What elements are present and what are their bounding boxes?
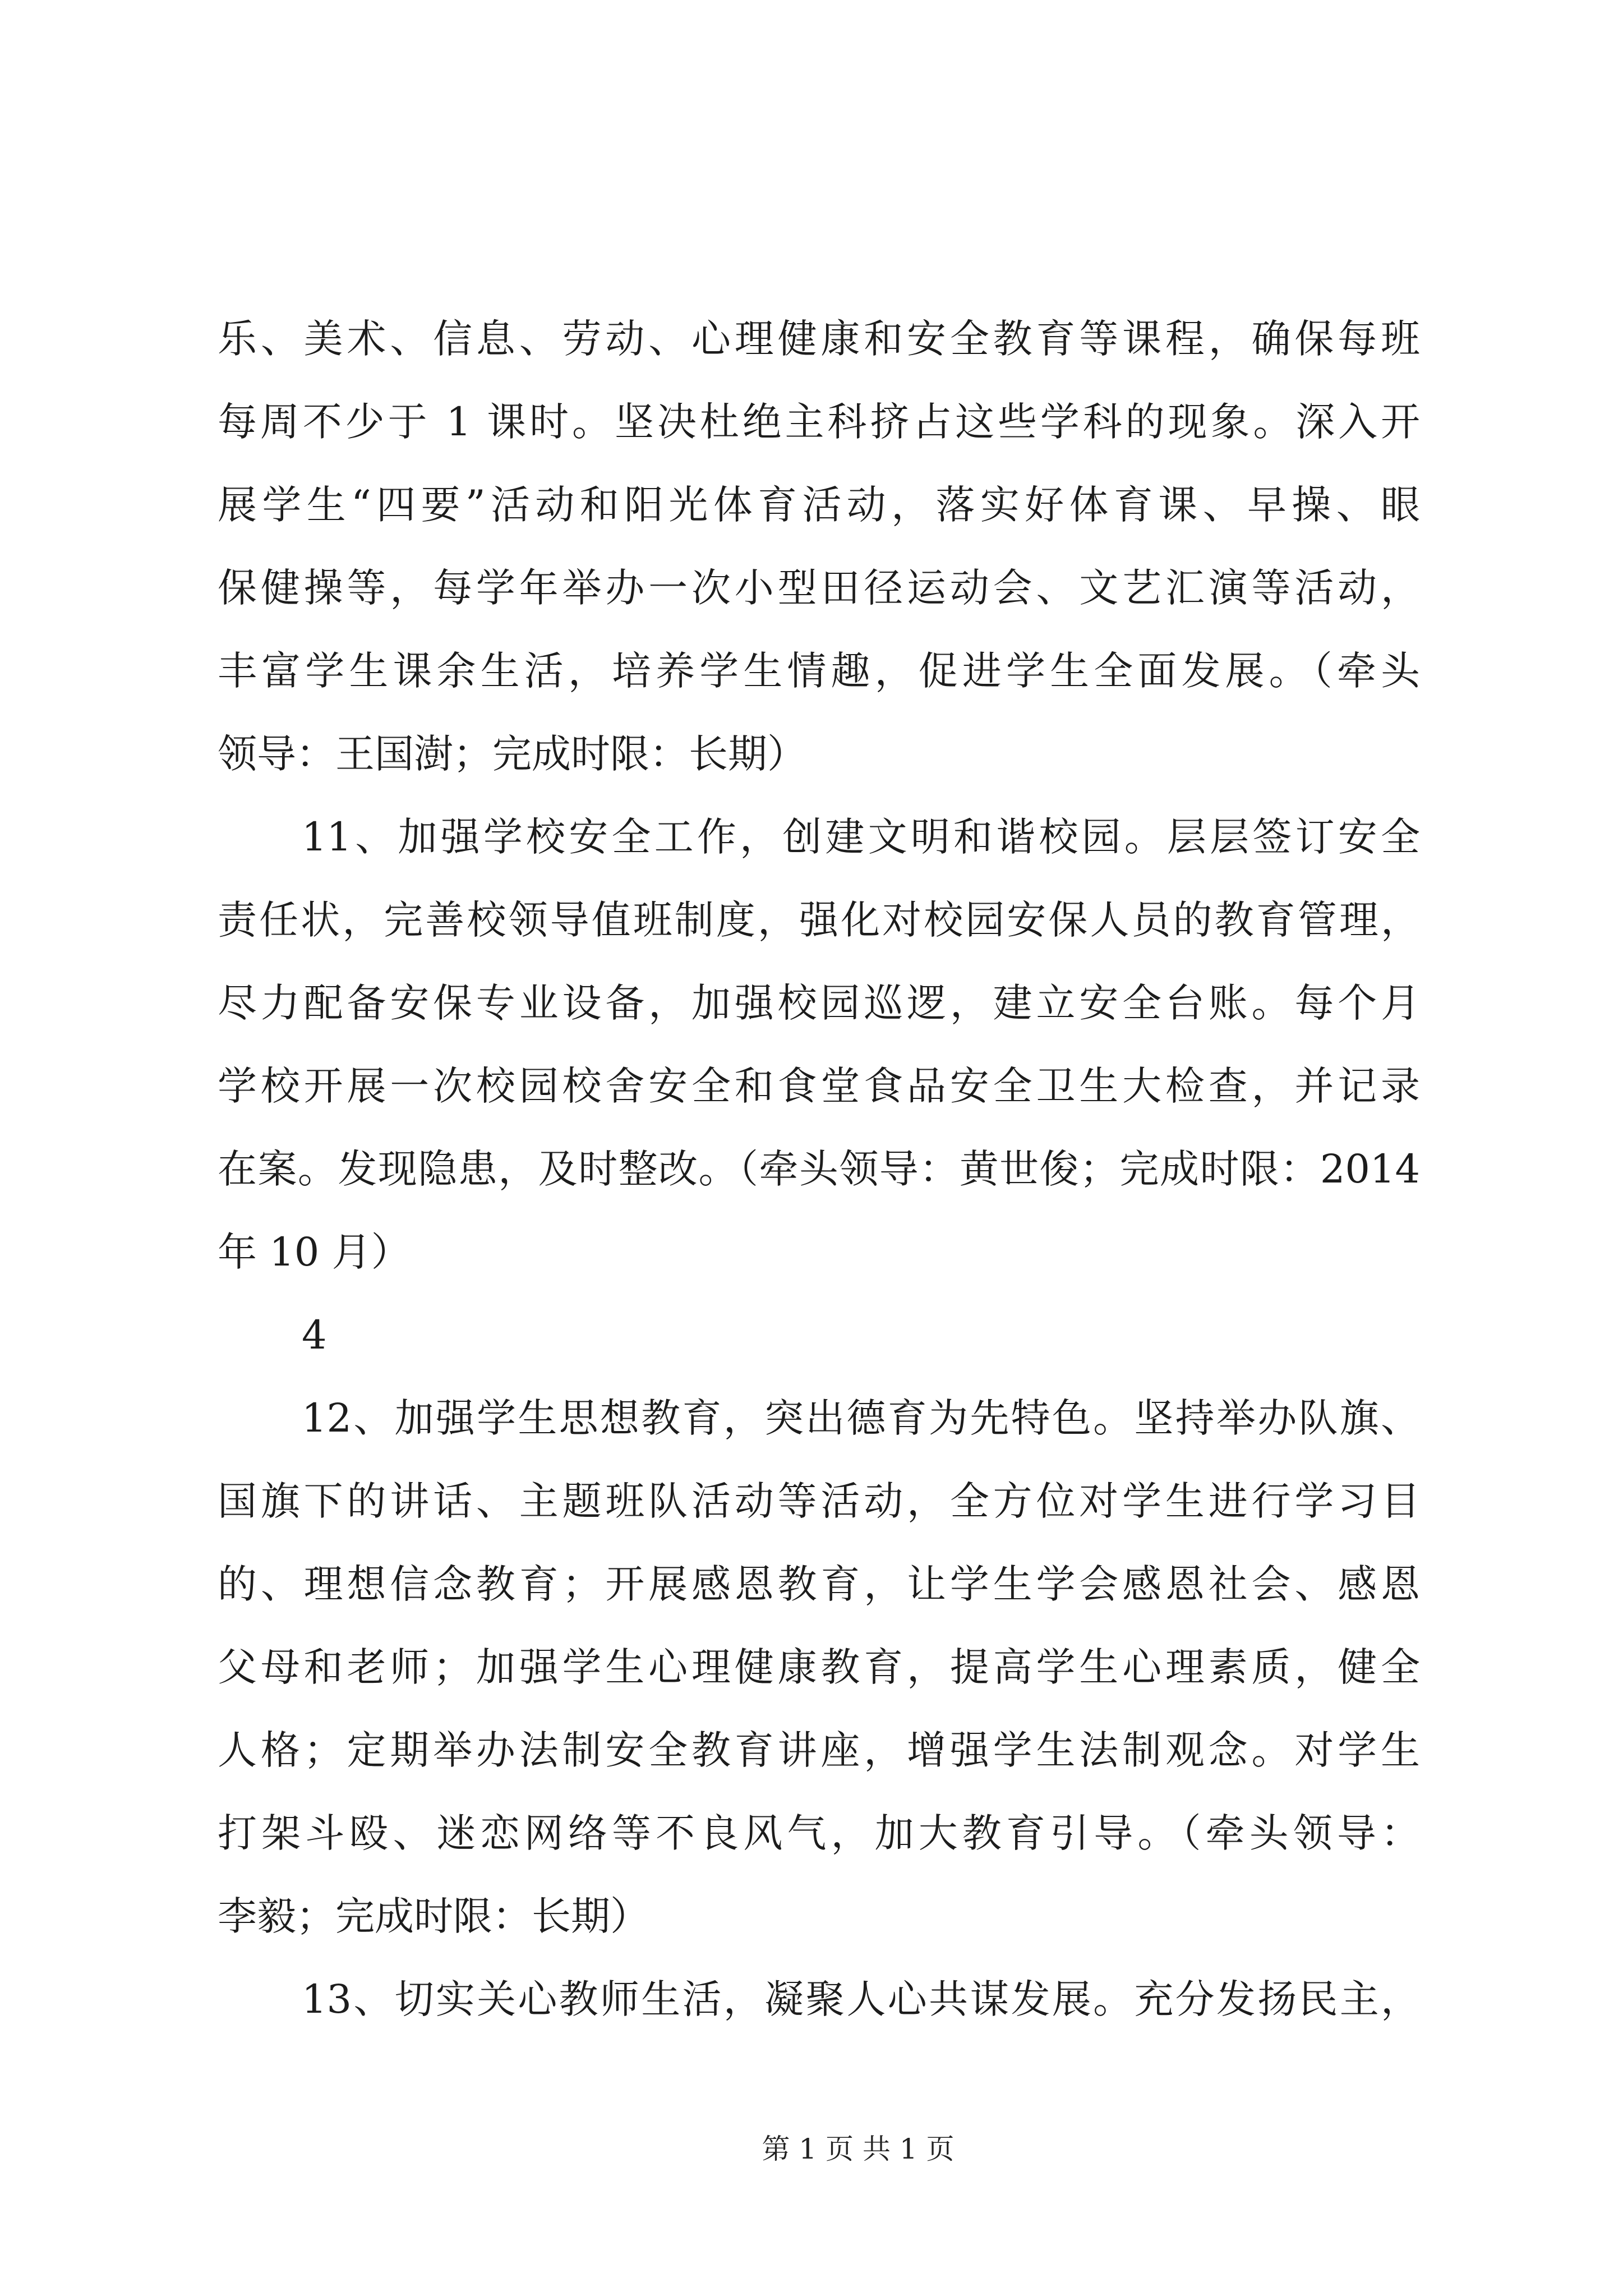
paragraph-item-13 <box>218 1958 1420 2041</box>
text-line: 12、加强学生思想教育，突出德育为先特色。坚持举办队旗、 <box>302 1395 1420 1441</box>
text-line: 展学生“四要”活动和阳光体育活动，落实好体育课、早操、眼 <box>218 482 1420 528</box>
text-line: 打架斗殴、迷恋网络等不良风气，加大教育引导。（牵头领导： <box>218 1810 1420 1856</box>
text-line: 13、切实关心教师生活，凝聚人心共谋发展。充分发扬民主， <box>302 1976 1420 2022</box>
text-line: 丰富学生课余生活，培养学生情趣，促进学生全面发展。（牵头 <box>218 648 1420 694</box>
page-footer: 第 1 页 共 1 页 <box>762 2133 955 2165</box>
paragraph-item-12 <box>218 1377 1420 1958</box>
text-line: 在案。发现隐患，及时整改。（牵头领导：黄世俊；完成时限：2014 <box>218 1146 1420 1192</box>
text-line: 4 <box>302 1312 327 1358</box>
text-line: 国旗下的讲话、主题班队活动等活动，全方位对学生进行学习目 <box>218 1478 1420 1524</box>
paragraph-number <box>218 1294 1420 1377</box>
document-body <box>218 297 1420 2041</box>
text-line: 学校开展一次校园校舍安全和食堂食品安全卫生大检查，并记录 <box>218 1063 1420 1109</box>
text-line: 11、加强学校安全工作，创建文明和谐校园。层层签订安全 <box>302 814 1420 860</box>
text-line: 父母和老师；加强学生心理健康教育，提高学生心理素质，健全 <box>218 1644 1420 1690</box>
text-line: 每周不少于 1 课时。坚决杜绝主科挤占这些学科的现象。深入开 <box>218 399 1420 445</box>
paragraph-item-11 <box>218 795 1420 1294</box>
text-line: 责任状，完善校领导值班制度，强化对校园安保人员的教育管理， <box>218 897 1420 943</box>
paragraph-arts-curriculum <box>218 297 1420 795</box>
text-line: 尽力配备安保专业设备，加强校园巡逻，建立安全台账。每个月 <box>218 980 1420 1026</box>
text-line: 乐、美术、信息、劳动、心理健康和安全教育等课程，确保每班 <box>218 316 1420 362</box>
text-line: 的、理想信念教育；开展感恩教育，让学生学会感恩社会、感恩 <box>218 1561 1420 1607</box>
text-line: 人格；定期举办法制安全教育讲座，增强学生法制观念。对学生 <box>218 1727 1420 1773</box>
text-line: 年 10 月） <box>218 1229 411 1275</box>
text-line: 李毅；完成时限：长期） <box>218 1893 649 1939</box>
text-line: 领导：王国澍；完成时限：长期） <box>218 731 806 777</box>
text-line: 保健操等，每学年举办一次小型田径运动会、文艺汇演等活动， <box>218 565 1420 611</box>
